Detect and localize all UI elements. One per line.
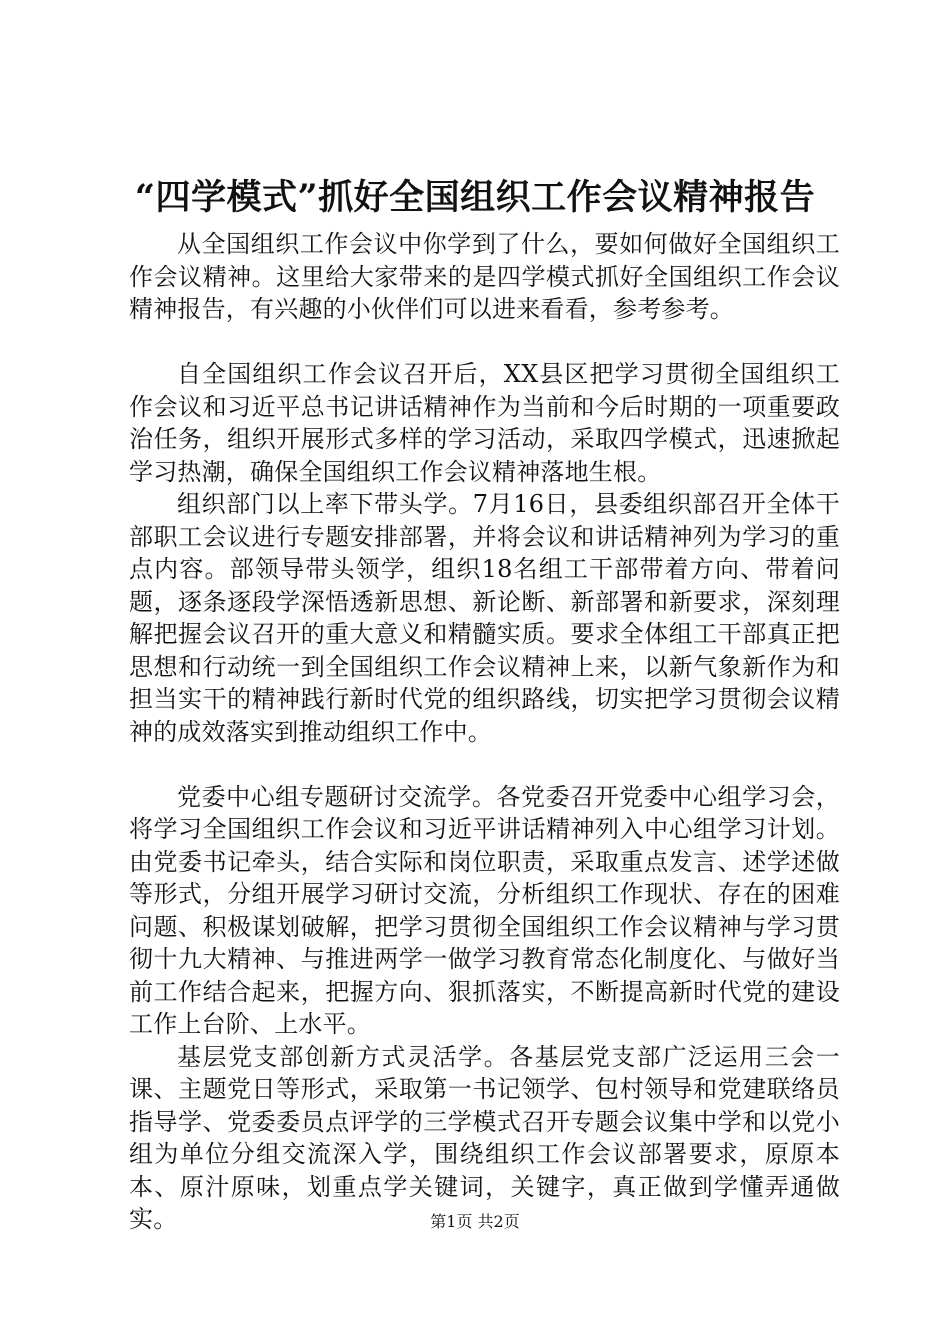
- paragraph-party-committee: 党委中心组专题研讨交流学。各党委召开党委中心组学习会，将学习全国组织工作会议和习近平讲话精神列入中心组学习计划。由党委书记牵头，结合实际和岗位职责，采取重点发言、述学述做等形式，分组开展学习研讨交流，分析组织工作现状、存在的困难问题、积极谋划破解，把学习贯彻全国组织工作会议精神与学习贯彻十九大精神、与推进两学一做学习教育常态化制度化、与做好当前工作结合起来，把握方向、狠抓落实，不断提高新时代党的建设工作上台阶、上水平。: [129, 782, 840, 1038]
- paragraph-grassroots-branch: 基层党支部创新方式灵活学。各基层党支部广泛运用三会一课、主题党日等形式，采取第一书记领学、包村领导和党建联络员指导学、党委委员点评学的三学模式召开专题会议集中学和以党小组为单位分组交流深入学，围绕组织工作会议部署要求，原原本本、原汁原味，划重点学关键词，关键字，真正做到学懂弄通做实。: [129, 1042, 840, 1233]
- document-title: “四学模式”抓好全国组织工作会议精神报告: [134, 177, 816, 218]
- paragraph-overview: 自全国组织工作会议召开后，XX县区把学习贯彻全国组织工作会议和习近平总书记讲话精神作为当前和今后时期的一项重要政治任务，组织开展形式多样的学习活动，采取四学模式，迅速掀起学习热潮，确保全国组织工作会议精神落地生根。: [129, 360, 840, 486]
- paragraph-gap: [129, 748, 840, 781]
- paragraph-intro: 从全国组织工作会议中你学到了什么，要如何做好全国组织工作会议精神。这里给大家带来的是四学模式抓好全国组织工作会议精神报告，有兴趣的小伙伴们可以进来看看，参考参考。: [129, 230, 840, 323]
- page-number: 第1页 共2页: [430, 1212, 520, 1231]
- paragraph-org-department: 组织部门以上率下带头学。7月16日，县委组织部召开全体干部职工会议进行专题安排部署，并将会议和讲话精神列为学习的重点内容。部领导带头领学，组织18名组工干部带着方向、带着问题，逐条逐段学深悟透新思想、新论断、新部署和新要求，深刻理解把握会议召开的重大意义和精髓实质。要求全体组工干部真正把思想和行动统一到全国组织工作会议精神上来，以新气象新作为和担当实干的精神践行新时代党的组织路线，切实把学习贯彻会议精神的成效落实到推动组织工作中。: [129, 490, 840, 746]
- document-body: [129, 228, 840, 1236]
- paragraph-gap: [129, 326, 840, 359]
